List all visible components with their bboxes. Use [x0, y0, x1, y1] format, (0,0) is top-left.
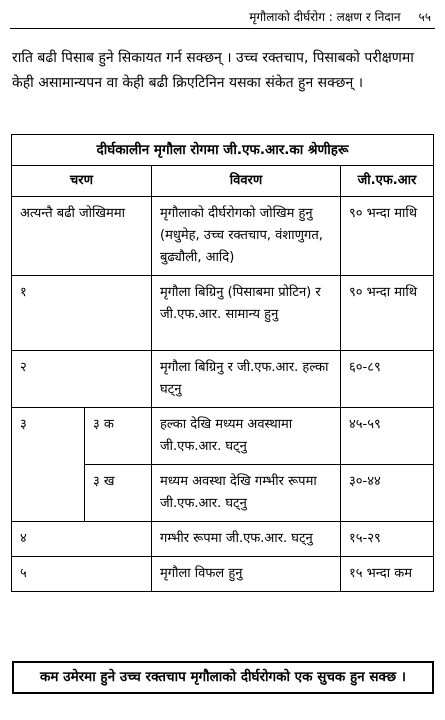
gfr-cell: ९० भन्दा माथि: [341, 197, 434, 276]
gfr-cell: १५ भन्दा कम: [341, 557, 434, 592]
stage-cell: १: [12, 276, 152, 351]
substage-cell: ३ क: [85, 408, 152, 465]
intro-paragraph: राति बढी पिसाब हुने सिकायत गर्न सक्छन् । उच्च रक्तचाप, पिसाबको परीक्षणमा केही असामान्यपन वा केही बढी क्रिएटिनिन यसका संकेत हुन सक्छन् ।: [12, 50, 414, 91]
table-row: [12, 351, 434, 408]
running-header: [249, 8, 431, 25]
gfr-cell: ९० भन्दा माथि: [341, 276, 434, 351]
table-row: [12, 522, 434, 557]
stage-cell: ४: [12, 522, 152, 557]
table-row: [12, 197, 434, 276]
stage-cell: अत्यन्तै बढी जोखिममा: [12, 197, 152, 276]
table-row: [12, 557, 434, 592]
description-cell: मृगौला बिग्रिनु (पिसाबमा प्रोटिन) र जी.एफ.आर. सामान्य हुनु: [152, 276, 341, 351]
description-cell: मृगौला विफल हुनु: [152, 557, 341, 592]
header-stage: चरण: [12, 166, 152, 197]
stage-cell: ५: [12, 557, 152, 592]
substage-cell: ३ ख: [85, 465, 152, 522]
header-divider: [10, 28, 435, 29]
gfr-cell: ४५-५९: [341, 408, 434, 465]
description-cell: हल्का देखि मध्यम अवस्थामा जी.एफ.आर. घट्नु: [152, 408, 341, 465]
gfr-cell: १५-२९: [341, 522, 434, 557]
description-cell: मृगौला बिग्रिनु र जी.एफ.आर. हल्का घट्नु: [152, 351, 341, 408]
stage-cell: २: [12, 351, 152, 408]
description-cell: गम्भीर रूपमा जी.एफ.आर. घट्नु: [152, 522, 341, 557]
stage-cell: ३: [12, 408, 85, 522]
description-cell: मृगौलाको दीर्घरोगको जोखिम हुनु (मधुमेह, उच्च रक्तचाप, वंशाणुगत, बुढ्यौली, आदि): [152, 197, 341, 276]
header-gfr: जी.एफ.आर: [341, 166, 434, 197]
gfr-cell: ६०-८९: [341, 351, 434, 408]
highlight-note: कम उमेरमा हुने उच्च रक्तचाप मृगौलाको दीर्घरोगको एक सुचक हुन सक्छ ।: [12, 661, 434, 694]
gfr-stage-table: [11, 134, 434, 592]
header-description: विवरण: [152, 166, 341, 197]
description-cell: मध्यम अवस्था देखि गम्भीर रूपमा जी.एफ.आर. घट्नु: [152, 465, 341, 522]
table-row: [12, 276, 434, 351]
table-row: [12, 408, 434, 465]
gfr-cell: ३०-४४: [341, 465, 434, 522]
running-title: मृगौलाको दीर्घरोग : लक्षण र निदान: [249, 10, 401, 24]
page-number: ५५: [418, 10, 431, 24]
table-title: दीर्घकालीन मृगौला रोगमा जी.एफ.आर.का श्रेणीहरू: [12, 135, 434, 166]
